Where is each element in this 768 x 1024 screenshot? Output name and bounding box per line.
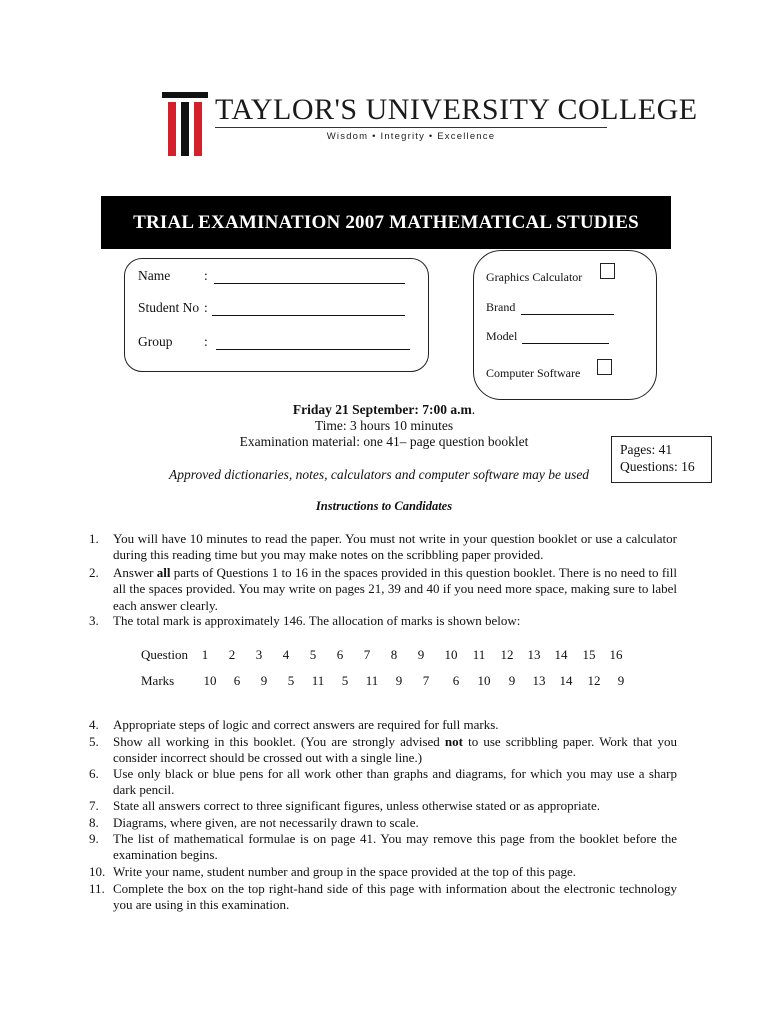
question-number-cell: 10 bbox=[444, 647, 458, 662]
brand-field[interactable] bbox=[486, 300, 515, 315]
pages-count: Pages: 41 bbox=[620, 442, 673, 457]
exam-duration: Time: 3 hours 10 minutes bbox=[314, 418, 454, 433]
question-number-cell: 6 bbox=[336, 647, 344, 662]
marks-value-cell: 10 bbox=[477, 673, 491, 688]
instruction-8: 8. Diagrams, where given, are not necessarily drawn to scale. bbox=[89, 815, 419, 830]
question-number-cell: 1 bbox=[201, 647, 209, 662]
question-number-cell: 12 bbox=[500, 647, 514, 662]
instruction-6: 6. Use only black or blue pens for all work other than graphs and diagrams, for which you may use a sharp dark pencil. bbox=[89, 766, 677, 798]
group-label: Group bbox=[138, 334, 173, 349]
instruction-3: 3. The total mark is approximately 146. The allocation of marks is shown below: bbox=[89, 613, 521, 628]
marks-value-cell: 13 bbox=[532, 673, 546, 688]
summary-box bbox=[611, 436, 712, 483]
model-label: Model bbox=[486, 329, 518, 343]
brand-input-line[interactable] bbox=[521, 302, 614, 315]
instruction-4: 4. Appropriate steps of logic and correct answers are required for full marks. bbox=[89, 717, 499, 732]
questions-count: Questions: 16 bbox=[620, 459, 695, 474]
marks-value-cell: 11 bbox=[311, 673, 325, 688]
question-number-cell: 9 bbox=[417, 647, 425, 662]
instruction-10: 10. Write your name, student number and group in the space provided at the top of this page. bbox=[89, 864, 577, 879]
group-input-line[interactable] bbox=[216, 337, 410, 350]
instruction-9: 9. The list of mathematical formulae is on page 41. You may remove this page from the booklet before the examination begins. bbox=[89, 831, 677, 863]
question-number-cell: 15 bbox=[582, 647, 596, 662]
instruction-7: 7. State all answers correct to three significant figures, unless otherwise stated or as appropriate. bbox=[89, 798, 600, 813]
marks-row-label: Marks bbox=[141, 673, 175, 688]
exam-title: TRIAL EXAMINATION 2007 MATHEMATICAL STUDIES bbox=[133, 211, 639, 233]
brand-label: Brand bbox=[486, 300, 516, 314]
computer-software-label: Computer Software bbox=[486, 366, 581, 380]
group-field[interactable]: Group : bbox=[138, 334, 173, 350]
exam-material: Examination material: one 41– page question booklet bbox=[239, 434, 529, 449]
question-number-cell: 3 bbox=[255, 647, 263, 662]
marks-value-cell: 11 bbox=[365, 673, 379, 688]
graphics-calculator-row bbox=[486, 270, 582, 285]
university-motto: Wisdom • Integrity • Excellence bbox=[326, 131, 496, 142]
marks-value-cell: 10 bbox=[203, 673, 217, 688]
instruction-5: 5. Show all working in this booklet. (You are strongly advised not to use scribbling paper. Work that you consider incorrect should be crossed out with a single line.) bbox=[89, 734, 677, 766]
model-field[interactable] bbox=[486, 329, 517, 344]
question-number-cell: 5 bbox=[309, 647, 317, 662]
instruction-2: 2. Answer all parts of Questions 1 to 16 in the spaces provided in this question booklet. There is no need to fill all the spaces provided. You may write on pages 21, 39 and 40 if you need more space, making sure to label each answer clearly. bbox=[89, 565, 677, 613]
marks-value-cell: 14 bbox=[559, 673, 573, 688]
marks-value-cell: 5 bbox=[287, 673, 295, 688]
instructions-title: Instructions to Candidates bbox=[315, 499, 453, 513]
marks-value-cell: 6 bbox=[452, 673, 460, 688]
marks-value-cell: 7 bbox=[422, 673, 430, 688]
marks-value-cell: 9 bbox=[260, 673, 268, 688]
student-no-field[interactable]: Student No : bbox=[138, 300, 199, 316]
marks-value-cell: 6 bbox=[233, 673, 241, 688]
name-input-line[interactable] bbox=[214, 271, 405, 284]
marks-value-cell: 9 bbox=[395, 673, 403, 688]
computer-software-checkbox[interactable] bbox=[597, 359, 612, 375]
student-no-label: Student No bbox=[138, 300, 200, 315]
graphics-calculator-checkbox[interactable] bbox=[600, 263, 615, 279]
question-row-label: Question bbox=[141, 647, 188, 662]
name-field[interactable]: Name : bbox=[138, 268, 170, 284]
university-name: TAYLOR'S UNIVERSITY COLLEGE bbox=[215, 93, 698, 126]
model-input-line[interactable] bbox=[522, 331, 609, 344]
marks-value-cell: 9 bbox=[617, 673, 625, 688]
university-logo-icon bbox=[160, 92, 210, 158]
question-number-cell: 11 bbox=[472, 647, 486, 662]
question-number-cell: 4 bbox=[282, 647, 290, 662]
question-number-cell: 2 bbox=[228, 647, 236, 662]
question-number-cell: 14 bbox=[554, 647, 568, 662]
question-number-cell: 16 bbox=[609, 647, 623, 662]
marks-value-cell: 5 bbox=[341, 673, 349, 688]
marks-value-cell: 12 bbox=[587, 673, 601, 688]
instruction-11: 11. Complete the box on the top right-hand side of this page with information about the electronic technology you are using in this examination. bbox=[89, 881, 677, 913]
question-number-cell: 7 bbox=[363, 647, 371, 662]
question-number-cell: 8 bbox=[390, 647, 398, 662]
name-label: Name bbox=[138, 268, 171, 283]
graphics-calculator-label: Graphics Calculator bbox=[486, 270, 583, 284]
header-divider bbox=[215, 127, 607, 128]
exam-date: Friday 21 September: 7:00 a.m. bbox=[292, 402, 476, 417]
instruction-1: 1. You will have 10 minutes to read the paper. You must not write in your question booklet or use a calculator during this reading time but you may make notes on the scribbling paper provided. bbox=[89, 531, 677, 563]
approved-materials-note: Approved dictionaries, notes, calculators and computer software may be used bbox=[169, 467, 590, 482]
exam-title-banner bbox=[101, 196, 671, 249]
computer-software-row bbox=[486, 366, 580, 381]
question-number-cell: 13 bbox=[527, 647, 541, 662]
student-no-input-line[interactable] bbox=[212, 303, 405, 316]
marks-value-cell: 9 bbox=[508, 673, 516, 688]
